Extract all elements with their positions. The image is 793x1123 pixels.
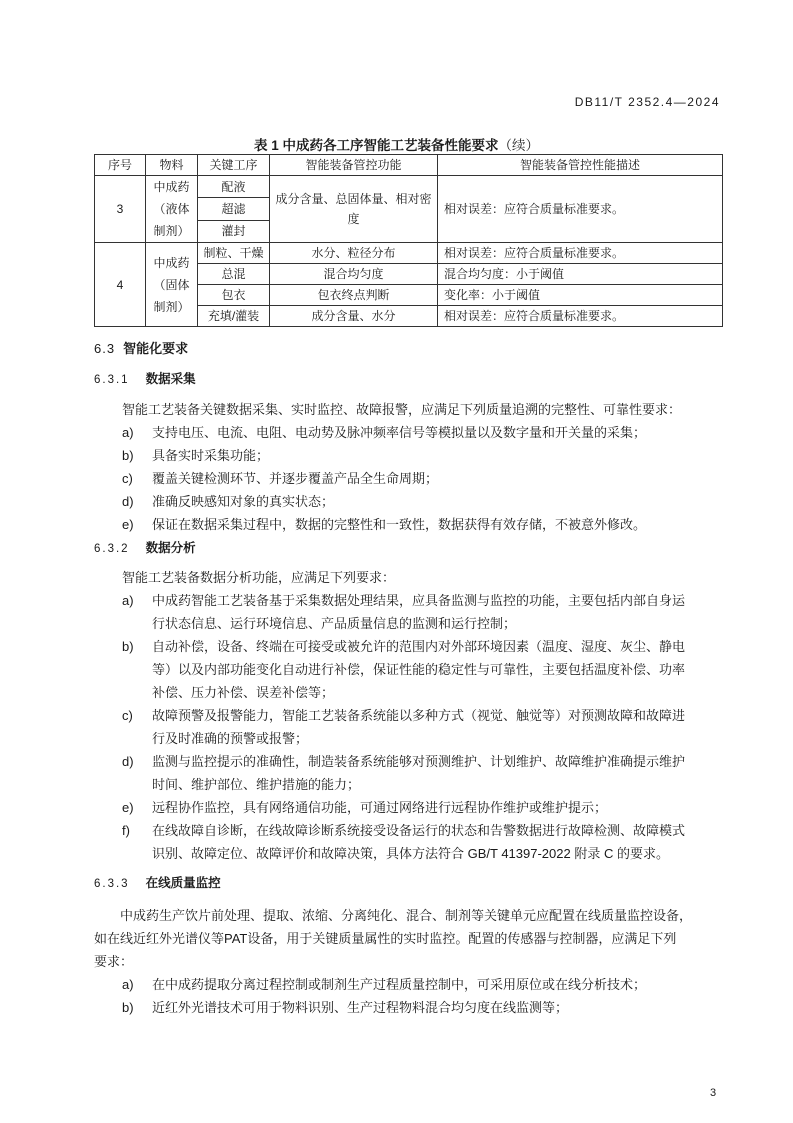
list-item [122,490,722,513]
paragraph-line: 中成药生产饮片前处理、提取、浓缩、分离纯化、混合、制剂等关键单元应配置在线质量监控设备， [94,908,693,923]
list-item-line: 在中成药提取分离过程控制或制剂生产过程质量控制中，可采用原位或在线分析技术； [152,977,647,992]
paragraph-line: 要求： [94,954,134,969]
list-item-text [152,589,722,635]
document-code: DB11/T 2352.4—2024 [574,95,720,109]
cell-desc: 变化率：小于阈值 [438,285,723,306]
page-number: 3 [710,1087,717,1099]
cell-desc: 相对误差：应符合质量标准要求。 [438,176,723,243]
list-item-line: 时间、维护部位、维护措施的能力； [152,777,361,792]
list-marker: c) [122,708,133,723]
section-number: 6.3 [94,341,116,356]
cell-function: 混合均匀度 [270,264,438,285]
cell-function: 包衣终点判断 [270,285,438,306]
list-marker: b) [122,639,134,654]
list-item [122,819,722,865]
col-header-function: 智能装备管控功能 [270,155,438,176]
list-item-text [152,635,722,704]
table-caption-suffix: （续） [498,138,539,153]
list-item-line: 保证在数据采集过程中，数据的完整性和一致性，数据获得有效存储，不被意外修改。 [152,517,647,532]
list-item-line: 行状态信息、运行环境信息、产品质量信息的监测和运行控制； [152,616,517,631]
list-item [122,589,722,635]
cell-function: 成分含量、水分 [270,306,438,327]
list-item-line: 等）以及内部功能变化自动进行补偿，保证性能的稳定性与可靠性，主要包括温度补偿、功率 [152,662,686,677]
table-row [95,243,723,264]
table-caption-title: 表 1 中成药各工序智能工艺装备性能要求 [253,138,499,153]
cell-no: 3 [95,176,146,243]
list-item-text [152,490,722,513]
list-marker: a) [122,425,134,440]
list-item-line: 补偿、压力补偿、误差补偿等； [152,685,335,700]
list-item [122,704,722,750]
cell-desc: 混合均匀度：小于阈值 [438,264,723,285]
cell-desc: 相对误差：应符合质量标准要求。 [438,306,723,327]
section-number: 6.3.2 [94,543,130,555]
list-item [122,996,722,1019]
list-item-text [152,467,722,490]
section-title: 智能化要求 [123,341,189,356]
list-marker: b) [122,1000,134,1015]
list-item [122,973,722,996]
list-item-line: 支持电压、电流、电阻、电动势及脉冲频率信号等模拟量以及数字量和开关量的采集； [152,425,647,440]
col-header-step: 关键工序 [198,155,270,176]
list-marker: d) [122,754,134,769]
table-header-row [95,155,723,176]
paragraph: 智能工艺装备关键数据采集、实时监控、故障报警，应满足下列质量追溯的完整性、可靠性要求： [122,402,682,417]
cell-step: 灌封 [198,220,270,242]
list-item-line: 识别、故障定位、故障评价和故障决策，具体方法符合 GB/T 41397-2022 附录 C 的要求。 [152,846,669,861]
section-number: 6.3.3 [94,878,130,890]
list-item-line: 准确反映感知对象的真实状态； [152,494,335,509]
list-marker: c) [122,471,133,486]
list-item [122,796,722,819]
cell-step: 制粒、干燥 [198,243,270,264]
list-item-text [152,421,722,444]
cell-material: 中成药（固体制剂） [146,243,198,327]
cell-function: 成分含量、总固体量、相对密度 [270,176,438,243]
list-marker: a) [122,977,134,992]
list-marker: b) [122,448,134,463]
list-item-line: 故障预警及报警能力，智能工艺装备系统能以多种方式（视觉、触觉等）对预测故障和故障进 [152,708,686,723]
section-heading-6-3 [94,338,188,357]
paragraph: 智能工艺装备数据分析功能，应满足下列要求： [122,570,396,585]
list-item-line: 近红外光谱技术可用于物料识别、生产过程物料混合均匀度在线监测等； [152,1000,569,1015]
list-item-text [152,444,722,467]
section-title: 在线质量监控 [145,876,221,890]
list-item-line: 远程协作监控，具有网络通信功能，可通过网络进行远程协作维护或维护提示； [152,800,608,815]
list-item-line: 自动补偿，设备、终端在可接受或被允许的范围内对外部环境因素（温度、湿度、灰尘、静电 [152,639,686,654]
requirements-table [94,154,723,327]
list-item-line: 中成药智能工艺装备基于采集数据处理结果，应具备监测与监控的功能，主要包括内部自身运 [152,593,686,608]
list-item [122,444,722,467]
section-heading-6-3-2 [94,538,196,556]
cell-step: 包衣 [198,285,270,306]
cell-material: 中成药（液体制剂） [146,176,198,243]
cell-no: 4 [95,243,146,327]
list-item [122,635,722,704]
list-item [122,467,722,490]
list-item-text [152,973,722,996]
paragraph-line: 如在线近红外光谱仪等PAT设备，用于关键质量属性的实时监控。配置的传感器与控制器，应满足下列 [94,931,677,946]
list-item-line: 具备实时采集功能； [152,448,270,463]
list-marker: f) [122,823,130,838]
list-marker: a) [122,593,134,608]
paragraph [94,904,722,973]
table-row [95,176,723,198]
list-item-line: 行及时准确的预警或报警； [152,731,309,746]
col-header-no: 序号 [95,155,146,176]
section-title: 数据采集 [145,372,196,386]
cell-step: 总混 [198,264,270,285]
list-item-text [152,704,722,750]
cell-step: 充填/灌装 [198,306,270,327]
section-heading-6-3-1 [94,369,196,387]
list-item-text [152,750,722,796]
cell-desc: 相对误差：应符合质量标准要求。 [438,243,723,264]
list-item-line: 覆盖关键检测环节、并逐步覆盖产品全生命周期； [152,471,439,486]
list-marker: e) [122,800,134,815]
section-title: 数据分析 [145,541,196,555]
list-item [122,750,722,796]
cell-step: 配液 [198,176,270,198]
section-heading-6-3-3 [94,873,221,891]
col-header-desc: 智能装备管控性能描述 [438,155,723,176]
list-item [122,421,722,444]
list-marker: d) [122,494,134,509]
list-marker: e) [122,517,134,532]
list-item-text [152,996,722,1019]
col-header-material: 物料 [146,155,198,176]
list-item-text [152,819,722,865]
list-item-line: 监测与监控提示的准确性，制造装备系统能够对预测维护、计划维护、故障维护准确提示维护 [152,754,686,769]
section-number: 6.3.1 [94,374,130,386]
list-item-text [152,796,722,819]
list-item-text [152,513,722,536]
list-item-line: 在线故障自诊断，在线故障诊断系统接受设备运行的状态和告警数据进行故障检测、故障模式 [152,823,686,838]
cell-step: 超滤 [198,198,270,220]
cell-function: 水分、粒径分布 [270,243,438,264]
list-item [122,513,722,536]
table-caption [0,134,793,154]
